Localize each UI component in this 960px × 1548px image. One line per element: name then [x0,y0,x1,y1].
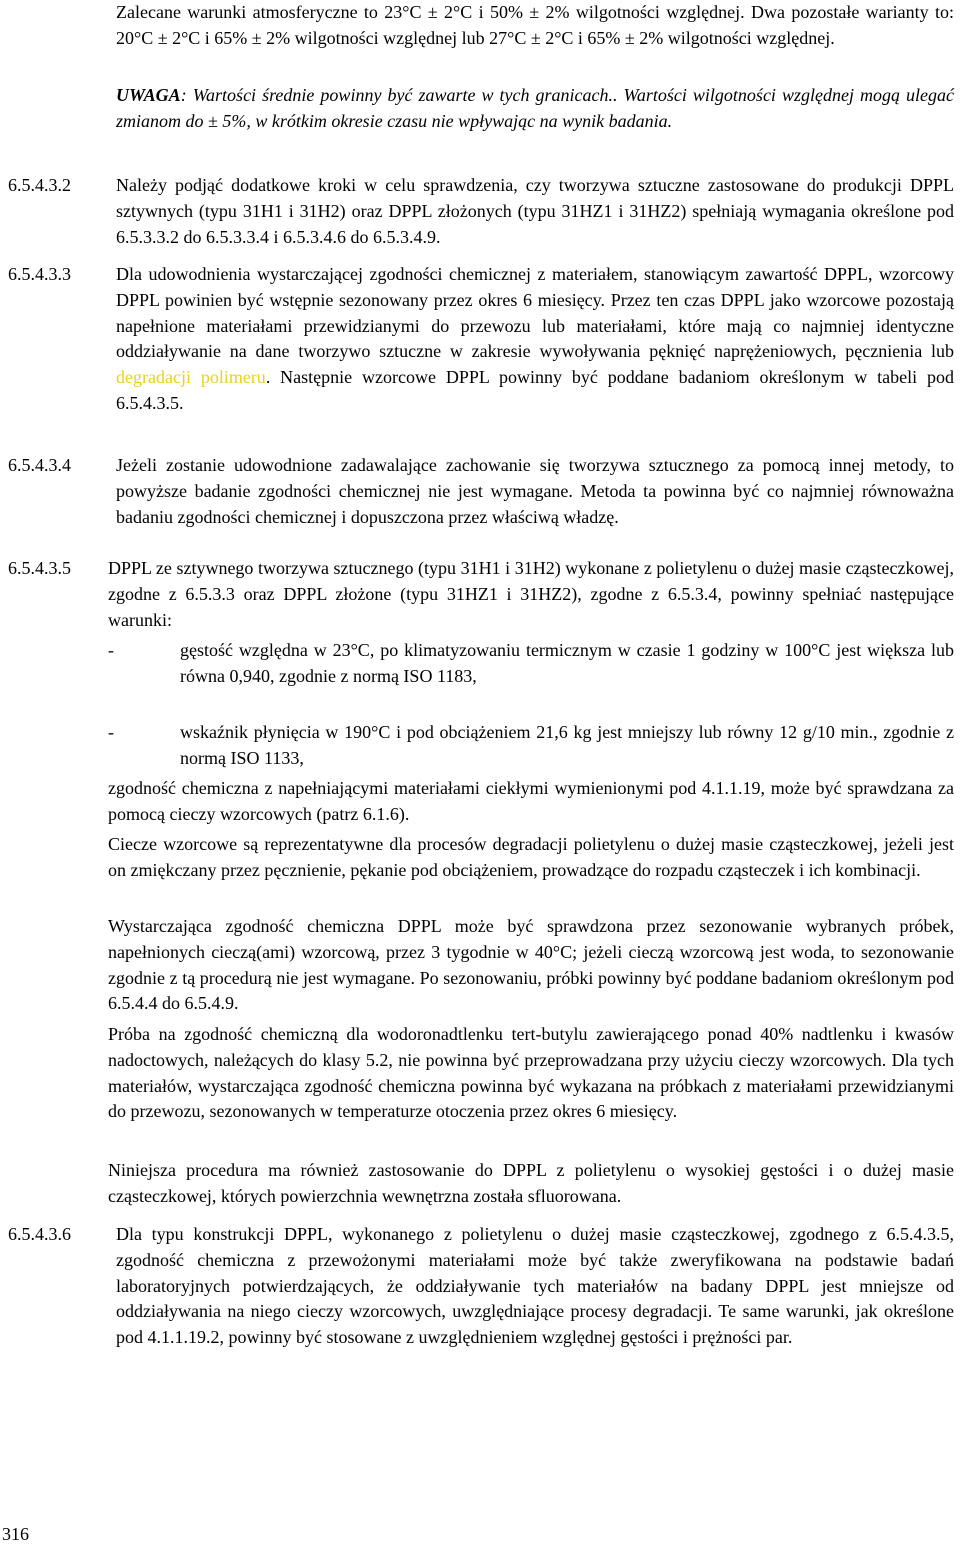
highlighted-term: degradacji polimeru [116,367,266,388]
section-6-5-4-3-2-text: Należy podjąć dodatkowe kroki w celu sprawdzenia, czy tworzywa sztuczne zastosowane do produkcji DPPL sztywnych (typu 31H1 i 31H2) oraz DPPL złożonych (typu 31HZ1 i 31HZ2) spełniają wymagania określone pod 6.5.3.3.2 do 6.5.3.3.4 i 6.5.3.4.6 do 6.5.3.4.9. [116,175,954,247]
bullet-dash: - [108,722,114,742]
section-number-6-5-4-3-5: 6.5.4.3.5 [8,558,71,578]
section-number-6-5-4-3-2: 6.5.4.3.2 [8,175,71,195]
section-number-6-5-4-3-3: 6.5.4.3.3 [8,264,71,284]
paragraph-peroxide-test: Próba na zgodność chemiczną dla wodoronadtlenku tert-butylu zawierającego ponad 40% nadtlenku i kwasów nadoctowych, należących do klasy 5.2, nie powinna być przeprowadzana przy użyciu cieczy wzorcowych. Dla tych materiałów, wystarczająca zgodność chemiczna powinna być wykazana na próbkach z materiałami przewidzianymi do przewozu, sezonowanych w temperaturze otoczenia przez okres 6 miesięcy. [108,1024,954,1122]
note-text: : Wartości średnie powinny być zawarte w tych granicach.. Wartości wilgotności względnej mogą ulegać zmianom do ± 5%, w krótkim okresie czasu nie wpływając na wynik badania. [116,85,954,131]
section-6-5-4-3-5-text: DPPL ze sztywnego tworzywa sztucznego (typu 31H1 i 31H2) wykonane z polietylenu o dużej masie cząsteczkowej, zgodne z 6.5.3.3 oraz DPPL złożone (typu 31HZ1 i 31HZ2), zgodne z 6.5.3.4, powinny spełniać następujące warunki: [108,558,954,630]
intro-text: Zalecane warunki atmosferyczne to 23°C ± 2°C i 50% ± 2% wilgotności względnej. Dwa pozostałe warianty to: 20°C ± 2°C i 65% ± 2% wilgotności względnej lub 27°C ± 2°C i 65% ± 2% wilgotności względnej. [116,2,954,48]
intro-paragraph [116,0,954,52]
note-paragraph [116,83,954,135]
bullet-item: wskaźnik płynięcia w 190°C i pod obciążeniem 21,6 kg jest mniejszy lub równy 12 g/10 min., zgodnie z normą ISO 1133, [180,722,954,768]
paragraph-compatibility: zgodność chemiczna z napełniającymi materiałami ciekłymi wymienionymi pod 4.1.1.19, może być sprawdzana za pomocą cieczy wzorcowych (patrz 6.1.6). [108,778,954,824]
section-number-6-5-4-3-6: 6.5.4.3.6 [8,1224,71,1244]
section-6-5-4-3-4-text: Jeżeli zostanie udowodnione zadawalające zachowanie się tworzywa sztucznego za pomocą innej metody, to powyższe badanie zgodności chemicznej nie jest wymagane. Metoda ta powinna być co najmniej równoważna badaniu zgodności chemicznej i dopuszczona przez właściwą władzę. [116,455,954,527]
paragraph-procedure: Niniejsza procedura ma również zastosowanie do DPPL z polietylenu o wysokiej gęstości i o dużej masie cząsteczkowej, których powierzchnia wewnętrzna została sfluorowana. [108,1160,954,1206]
note-label: UWAGA [116,85,181,105]
bullet-item: gęstość względna w 23°C, po klimatyzowaniu termicznym w czasie 1 godziny w 100°C jest większa lub równa 0,940, zgodnie z normą ISO 1183, [180,640,954,686]
page-number: 316 [2,1524,29,1544]
paragraph-reference-liquids: Ciecze wzorcowe są reprezentatywne dla procesów degradacji polietylenu o dużej masie cząsteczkowej, jeżeli jest on zmiękczany przez pęcznienie, pękanie pod obciążeniem, prowadzące do rozpadu cząsteczek i ich kombinacji. [108,834,954,880]
bullet-dash: - [108,640,114,660]
section-number-6-5-4-3-4: 6.5.4.3.4 [8,455,71,475]
paragraph-seasoning: Wystarczająca zgodność chemiczna DPPL może być sprawdzona przez sezonowanie wybranych próbek, napełnionych cieczą(ami) wzorcową, przez 3 tygodnie w 40°C; jeżeli cieczą wzorcową jest woda, to sezonowanie zgodnie z tą procedurą nie jest wymagane. Po sezonowaniu, próbki powinny być poddane badaniom określonym pod 6.5.4.4 do 6.5.4.9. [108,916,954,1014]
section-6-5-4-3-3-text: Dla udowodnienia wystarczającej zgodności chemicznej z materiałem, stanowiącym zawartość DPPL, wzorcowy DPPL powinien być wstępnie sezonowany przez okres 6 miesięcy. Przez ten czas DPPL jako wzorcowe pozostają napełnione materiałami przewidzianymi do przewozu lub materiałami, które mają co najmniej identyczne oddziaływanie na dane tworzywo sztuczne w zakresie wywoływania pęknięć naprężeniowych, pęcznienia lub degradacji polimeru. Następnie wzorcowe DPPL powinny być poddane badaniom określonym w tabeli pod 6.5.4.3.5. [116,264,954,413]
section-6-5-4-3-6-text: Dla typu konstrukcji DPPL, wykonanego z polietylenu o dużej masie cząsteczkowej, zgodnego z 6.5.4.3.5, zgodność chemiczna z przewożonymi materiałami może być także zweryfikowana na podstawie badań laboratoryjnych potwierdzających, że oddziaływanie tych materiałów na badany DPPL jest mniejsze od oddziaływania na niego cieczy wzorcowych, uwzględniające procesy degradacji. Te same warunki, jak określone pod 4.1.1.19.2, powinny być stosowane z uwzględnieniem względnej gęstości i prężności par. [116,1224,954,1348]
